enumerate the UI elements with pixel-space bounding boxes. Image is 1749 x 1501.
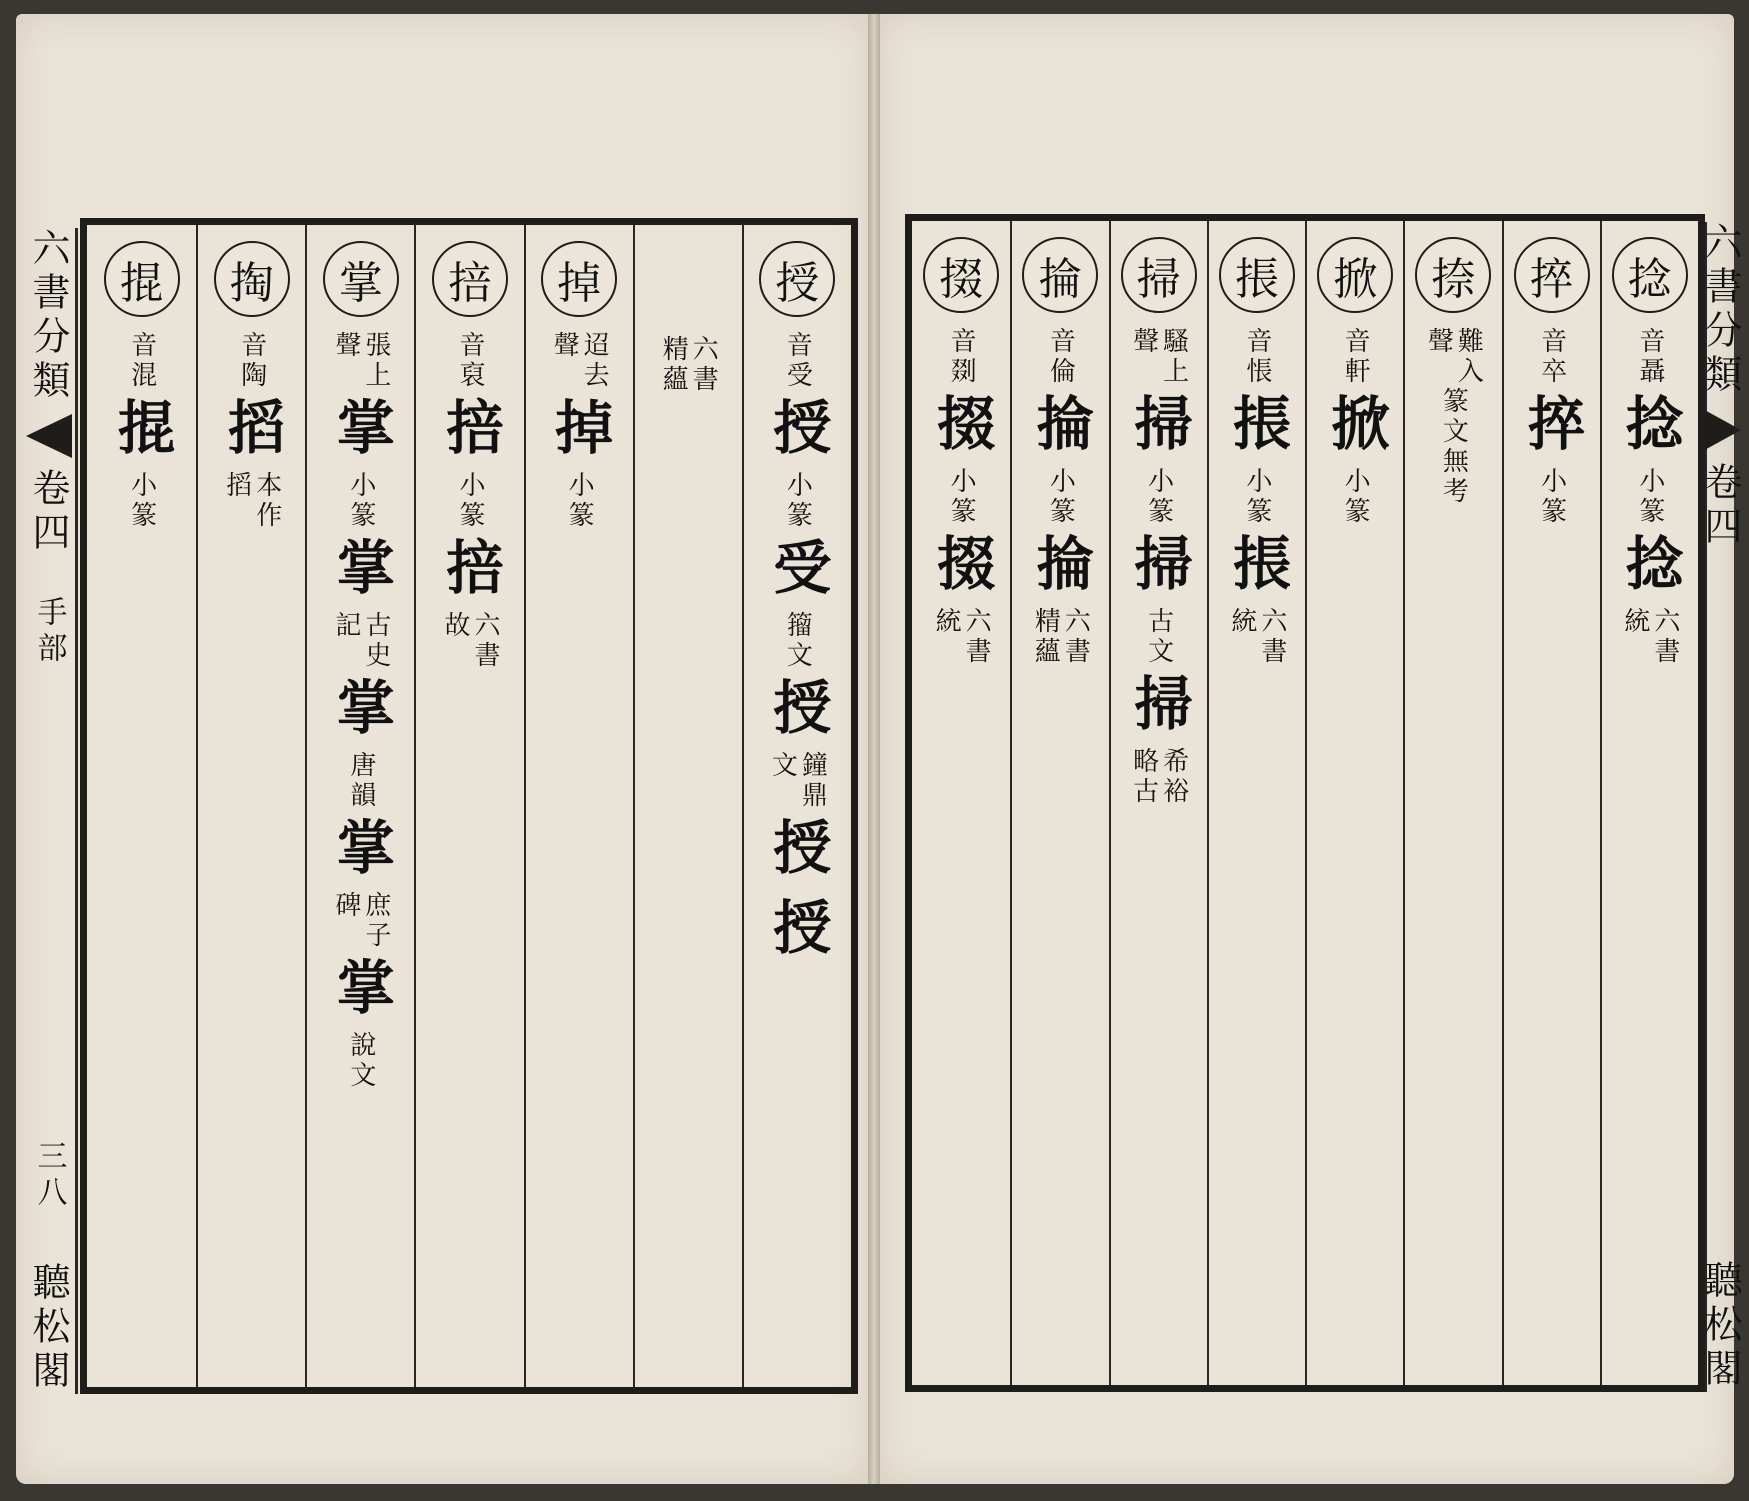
seal-script-glyph: 掉 [545, 397, 614, 465]
annotation-text: 小篆 [1536, 467, 1567, 527]
annotation [1143, 467, 1174, 527]
annotation-text: 唐韻 [345, 751, 376, 811]
book-title: 六書分類 [1698, 222, 1742, 398]
head-character-circle: 掍 [104, 241, 180, 317]
entry-column [912, 221, 1010, 1385]
annotation-text: 音受 [782, 331, 813, 391]
seal-script-glyph: 掍 [107, 397, 176, 465]
seal-script-glyph: 掃 [1124, 393, 1193, 461]
entry-column [1305, 221, 1403, 1385]
seal-script-glyph: 掁 [1222, 393, 1291, 461]
annotation-text: 統 [931, 607, 962, 637]
seal-script-glyph: 捻 [1615, 393, 1684, 461]
annotation-text: 小篆 [126, 471, 157, 531]
annotation [1634, 327, 1665, 387]
annotation-text: 統 [1619, 607, 1650, 637]
annotation-text: 小篆 [1634, 467, 1665, 527]
annotation [457, 471, 483, 531]
annotation-text: 六書 [1060, 607, 1091, 667]
seal-script-glyph: 掃 [1124, 533, 1193, 601]
head-character-circle: 掏 [214, 241, 290, 317]
seal-script-glyph: 掁 [1222, 533, 1291, 601]
entry-column [87, 225, 196, 1387]
seal-script-glyph: 掌 [326, 957, 395, 1025]
annotation-text: 音倫 [1045, 327, 1076, 387]
volume-label: 卷四 [1698, 462, 1742, 550]
seal-script-glyph: 掄 [1026, 533, 1095, 601]
annotation-text: 古史 [360, 611, 391, 671]
annotation-text: 六書 [1649, 607, 1680, 667]
seal-script-glyph: 授 [763, 397, 832, 465]
entry-column [1502, 221, 1600, 1385]
annotation [126, 331, 157, 391]
entry-column [1109, 221, 1207, 1385]
seal-script-glyph: 搯 [217, 397, 286, 465]
head-character-circle: 掇 [923, 237, 999, 313]
book-gutter [868, 14, 880, 1484]
annotation [1226, 607, 1287, 667]
annotation [1340, 327, 1371, 387]
annotation-text: 庶子 [360, 891, 391, 951]
seal-script-glyph: 掌 [326, 397, 395, 465]
annotation-text: 小篆 [1340, 467, 1371, 527]
annotation-text: 小篆 [455, 471, 485, 531]
seal-script-glyph: 授 [763, 677, 832, 745]
annotation-text: 記 [330, 611, 361, 641]
annotation-text: 略古 [1128, 747, 1159, 807]
annotation [1634, 467, 1665, 527]
seal-script-glyph: 受 [763, 537, 832, 605]
annotation-text: 精蘊 [1030, 607, 1061, 667]
seal-script-glyph: 授 [763, 897, 832, 965]
annotation [931, 607, 992, 667]
annotation-text: 張上 [360, 331, 391, 391]
annotation-text: 音剟 [946, 327, 977, 387]
annotation [457, 331, 483, 391]
annotation [345, 471, 376, 531]
page-number: 三八 [31, 1140, 67, 1212]
head-character-circle: 捽 [1514, 237, 1590, 313]
annotation-text: 聲 [1423, 327, 1454, 357]
annotation-text: 小篆 [345, 471, 376, 531]
annotation-text: 搯 [221, 471, 252, 501]
annotation-text: 音卒 [1536, 327, 1567, 387]
annotation-text: 音陶 [236, 331, 267, 391]
annotation-text: 古文 [1143, 607, 1174, 667]
annotation-text: 文 [767, 751, 798, 781]
head-character-circle: 捺 [1415, 237, 1491, 313]
annotation-text: 小篆 [946, 467, 977, 527]
annotation [564, 471, 595, 531]
annotation [946, 327, 977, 387]
annotation-text: 音軒 [1340, 327, 1371, 387]
head-character-circle: 掊 [432, 241, 508, 317]
annotation [1045, 467, 1076, 527]
annotation [1438, 387, 1469, 507]
annotation [1128, 327, 1189, 387]
fish-tail-mark [1701, 408, 1741, 452]
head-character-circle: 掁 [1219, 237, 1295, 313]
annotation [1241, 327, 1272, 387]
seal-script-glyph: 掃 [1124, 673, 1193, 741]
annotation-text: 六書 [470, 611, 500, 671]
publisher-mark: 聽松閣 [1698, 1260, 1742, 1392]
head-character-circle: 掃 [1121, 237, 1197, 313]
entry-column [1403, 221, 1501, 1385]
annotation-text: 小篆 [782, 471, 813, 531]
seal-script-glyph: 掇 [927, 533, 996, 601]
annotation-text: 音悵 [1241, 327, 1272, 387]
annotation [1536, 327, 1567, 387]
annotation [221, 471, 282, 531]
annotation-text: 迢去 [579, 331, 610, 391]
seal-script-glyph: 捻 [1615, 533, 1684, 601]
head-character-circle: 捻 [1612, 237, 1688, 313]
entry-column [742, 225, 851, 1387]
annotation [1030, 607, 1091, 667]
head-character-circle: 掌 [323, 241, 399, 317]
left-print-block [80, 218, 858, 1394]
annotation-text: 聲 [1128, 327, 1159, 357]
seal-script-glyph: 捽 [1517, 393, 1586, 461]
annotation [782, 331, 813, 391]
fish-tail-mark [26, 414, 72, 458]
head-character-circle: 掉 [541, 241, 617, 317]
annotation [658, 335, 719, 395]
annotation-text: 小篆 [1241, 467, 1272, 527]
annotation [330, 331, 391, 391]
annotation-text: 音裒 [455, 331, 485, 391]
annotation [236, 331, 267, 391]
annotation [330, 891, 391, 951]
seal-script-glyph: 掄 [1026, 393, 1095, 461]
annotation-text: 說文 [345, 1031, 376, 1091]
volume-label: 卷四 [26, 468, 70, 556]
seal-script-glyph: 掊 [436, 397, 504, 465]
book-title: 六書分類 [26, 228, 70, 404]
annotation [767, 751, 828, 811]
annotation-text: 篆文無考 [1438, 387, 1469, 507]
annotation-text: 難入 [1453, 327, 1484, 387]
annotation [1241, 467, 1272, 527]
annotation-text: 騷上 [1158, 327, 1189, 387]
annotation [330, 611, 391, 671]
annotation-text: 六書 [1256, 607, 1287, 667]
seal-script-glyph: 掌 [326, 537, 395, 605]
annotation [126, 471, 157, 531]
head-character-circle: 掀 [1317, 237, 1393, 313]
annotation [782, 471, 813, 531]
left-margin-strip [22, 228, 78, 1394]
annotation-text: 聲 [549, 331, 580, 361]
seal-script-glyph: 掌 [326, 817, 395, 885]
annotation-text: 六書 [961, 607, 992, 667]
seal-script-glyph: 掀 [1321, 393, 1390, 461]
entry-column [1207, 221, 1305, 1385]
annotation-text: 鐘鼎 [797, 751, 828, 811]
annotation [946, 467, 977, 527]
annotation-text: 故 [440, 611, 470, 641]
entry-column [414, 225, 523, 1387]
annotation [442, 611, 498, 671]
annotation-text: 小篆 [1045, 467, 1076, 527]
annotation-text: 籀文 [782, 611, 813, 671]
seal-script-glyph: 授 [763, 817, 832, 885]
annotation-text: 小篆 [1143, 467, 1174, 527]
entry-column [1600, 221, 1698, 1385]
annotation [345, 751, 376, 811]
entry-column [524, 225, 633, 1387]
annotation-text: 音混 [126, 331, 157, 391]
annotation-text: 希裕 [1158, 747, 1189, 807]
annotation [549, 331, 610, 391]
annotation [345, 1031, 376, 1091]
annotation [1340, 467, 1371, 527]
radical-section: 手部 [31, 596, 67, 668]
annotation [782, 611, 813, 671]
entry-column [1010, 221, 1108, 1385]
seal-script-glyph: 掊 [436, 537, 504, 605]
annotation-text: 音聶 [1634, 327, 1665, 387]
annotation-text: 本作 [251, 471, 282, 531]
annotation-text: 精蘊 [658, 335, 689, 395]
annotation [1128, 747, 1189, 807]
publisher-mark: 聽松閣 [26, 1262, 70, 1394]
annotation [1045, 327, 1076, 387]
right-margin-strip [1698, 222, 1742, 1392]
annotation [1536, 467, 1567, 527]
annotation [1423, 327, 1484, 387]
seal-script-glyph: 掌 [326, 677, 395, 745]
entry-column [633, 225, 742, 1387]
annotation [1143, 607, 1174, 667]
seal-script-glyph: 掇 [927, 393, 996, 461]
annotation-text: 六書 [688, 335, 719, 395]
annotation-text: 聲 [330, 331, 361, 361]
annotation [1619, 607, 1680, 667]
head-character-circle: 授 [759, 241, 835, 317]
annotation-text: 小篆 [564, 471, 595, 531]
head-character-circle: 掄 [1022, 237, 1098, 313]
annotation-text: 碑 [330, 891, 361, 921]
right-print-block [905, 214, 1705, 1392]
entry-column [196, 225, 305, 1387]
annotation-text: 統 [1226, 607, 1257, 637]
entry-column [305, 225, 414, 1387]
